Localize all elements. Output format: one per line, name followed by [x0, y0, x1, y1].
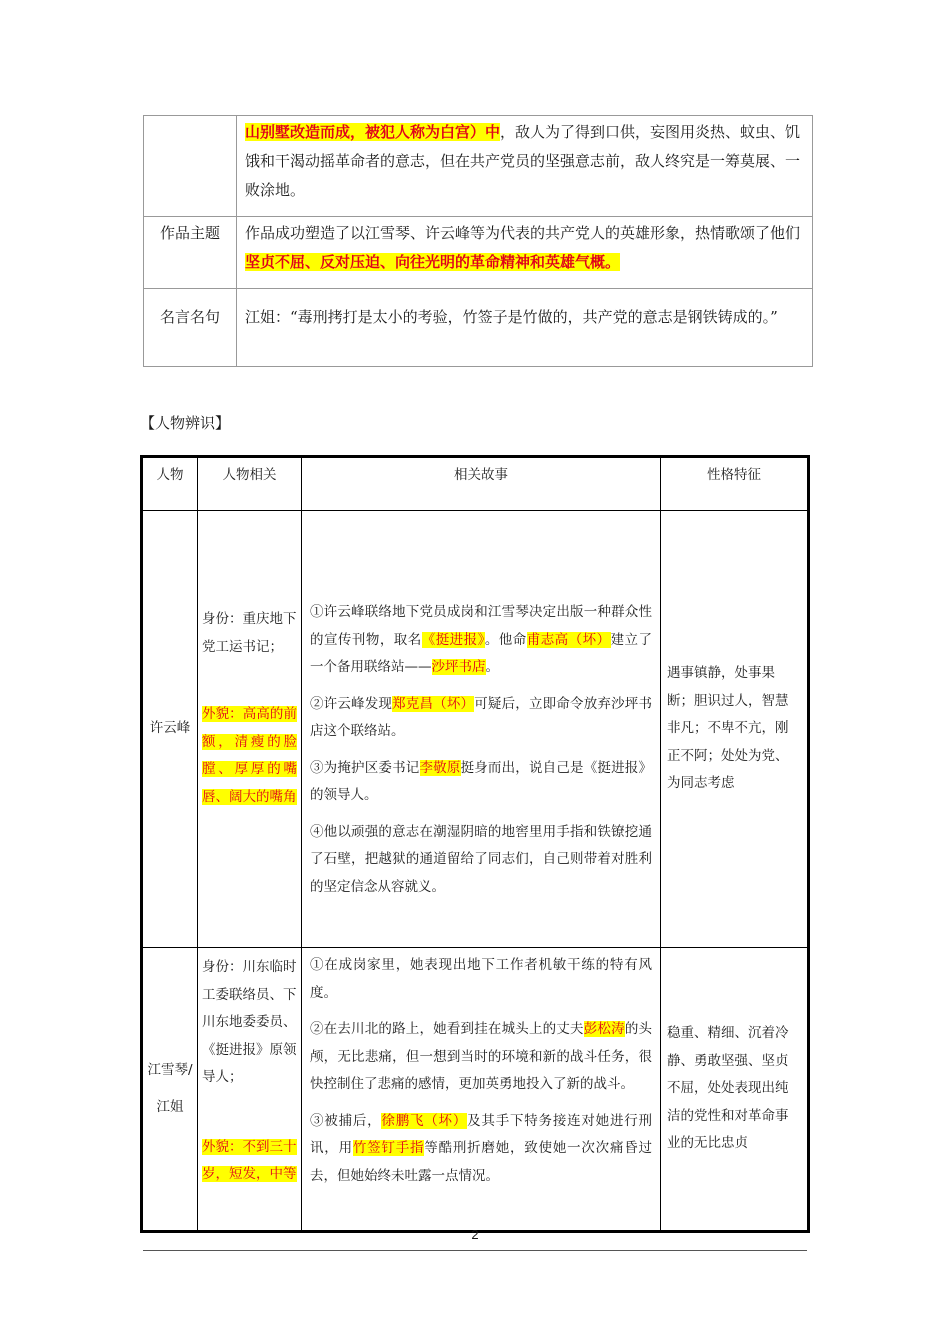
header-story: 相关故事: [302, 457, 661, 511]
character-stories: [302, 511, 661, 948]
section-title: 【人物辨识】: [140, 414, 231, 432]
character-traits: 遇事镇静，处事果断；胆识过人，智慧非凡；不卑不亢，刚正不阿；处处为党、为同志考虑: [661, 511, 809, 948]
character-related: [198, 511, 302, 948]
appearance-text: 外貌：高高的前额，清瘦的脸膛、厚厚的嘴唇、阔大的嘴角: [202, 706, 297, 805]
story-item: ②在去川北的路上，她看到挂在城头上的丈夫彭松涛的头颅，无比悲痛，但一想到当时的环境和新的战斗任务，很快控制住了悲痛的感情，更加英勇地投入了新的战斗。: [310, 1021, 652, 1092]
quotes-cell: 江姐：“毒刑拷打是太小的考验，竹签子是竹做的，共产党的意志是钢铁铸成的。”: [237, 289, 813, 367]
row-label-theme: 作品主题: [159, 224, 220, 242]
appearance-text: 外貌：不到三十岁，短发，中等: [202, 1138, 297, 1182]
theme-cell: 作品成功塑造了以江雪琴、许云峰等为代表的共产党人的英雄形象，热情歌颂了他们坚贞不屈、反对压迫、向往光明的革命精神和英雄气概。: [237, 217, 813, 289]
row-label-quotes: 名言名句: [159, 308, 220, 326]
header-character: 人物: [142, 457, 198, 511]
table-row: [144, 116, 813, 217]
story-item: ①在成岗家里，她表现出地下工作者机敏干练的特有风度。: [310, 957, 652, 1001]
story-item: ③被捕后，徐鹏飞（坏）及其手下特务接连对她进行刑讯，用竹签钉手指等酷刑折磨她，致使她一次次痛昏过去，但她始终未吐露一点情况。: [310, 1112, 653, 1184]
identity-text: 身份：重庆地下党工运书记；: [202, 611, 297, 655]
story-item: ②许云峰发现郑克昌（坏）可疑后，立即命令放弃沙坪书店这个联络站。: [310, 695, 652, 739]
character-related: [198, 948, 302, 1232]
header-traits: 性格特征: [661, 457, 809, 511]
story-item: ③为掩护区委书记李敬原挺身而出，说自己是《挺进报》的领导人。: [310, 759, 652, 803]
character-name: 江雪琴/ 江姐: [142, 948, 198, 1232]
character-traits: 稳重、精细、沉着冷静、勇敢坚强、坚贞不屈，处处表现出纯洁的党性和对革命事业的无比忠贞: [661, 948, 809, 1232]
footer-divider: [143, 1250, 807, 1251]
story-item: ④他以顽强的意志在潮湿阴暗的地窖里用手指和铁镣挖通了石壁，把越狱的通道留给了同志们，自己则带着对胜利的坚定信念从容就义。: [310, 823, 652, 895]
page-number: 2: [471, 1227, 479, 1242]
table-row-xu: [142, 511, 809, 948]
character-name: 许云峰: [142, 511, 198, 948]
character-stories: [302, 948, 661, 1232]
header-related: 人物相关: [198, 457, 302, 511]
identity-text: 身份：川东临时工委联络员、下川东地委委员、《挺进报》原领导人；: [202, 959, 297, 1085]
work-info-table: [143, 115, 813, 367]
story-item: ①许云峰联络地下党员成岗和江雪琴决定出版一种群众性的宣传刊物，取名《挺进报》。他命甫志高（坏）建立了一个备用联络站——沙坪书店。: [310, 604, 652, 675]
character-table: [140, 455, 810, 1233]
table-row-jiang: [142, 948, 809, 1232]
table-row: [144, 217, 813, 289]
table-header-row: [142, 457, 809, 511]
table-row: [144, 289, 813, 367]
setting-cell: 山别墅改造而成，被犯人称为白宫）中，敌人为了得到口供，妄图用炎热、蚊虫、饥饿和干渴动摇革命者的意志，但在共产党员的坚强意志前，敌人终究是一筹莫展、一败涂地。: [237, 116, 813, 217]
